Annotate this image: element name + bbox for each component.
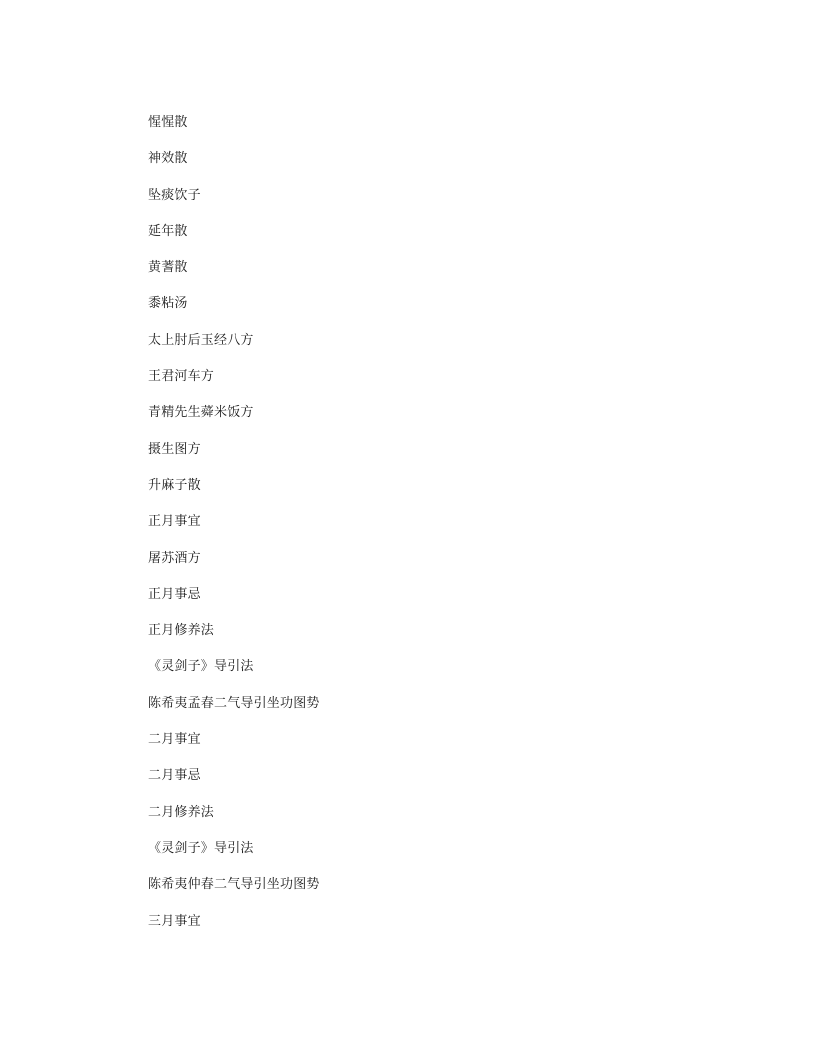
toc-item[interactable]: 延年散	[148, 223, 188, 239]
toc-item[interactable]: 神效散	[148, 151, 188, 167]
toc-item[interactable]: 正月修养法	[148, 623, 215, 639]
toc-item[interactable]: 正月事宜	[148, 514, 201, 530]
toc-item[interactable]: 二月事宜	[148, 732, 201, 748]
toc-item[interactable]: 黄蓍散	[148, 260, 188, 276]
toc-item[interactable]: 陈希夷仲春二气导引坐功图势	[148, 877, 320, 893]
toc-item[interactable]: 屠苏酒方	[148, 550, 201, 566]
toc-item[interactable]: 黍粘汤	[148, 296, 188, 312]
toc-item[interactable]: 太上肘后玉经八方	[148, 332, 254, 348]
toc-item[interactable]: 王君河车方	[148, 369, 215, 385]
toc-item[interactable]: 惺惺散	[148, 115, 188, 130]
toc-item[interactable]: 陈希夷孟春二气导引坐功图势	[148, 695, 320, 711]
toc-item[interactable]: 摄生图方	[148, 441, 201, 457]
toc-item[interactable]: 二月修养法	[148, 804, 215, 820]
toc-list	[148, 113, 320, 948]
toc-item[interactable]: 《灵剑子》导引法	[148, 840, 254, 856]
toc-item[interactable]: 青精先生蕣米饭方	[148, 405, 254, 421]
toc-item[interactable]: 《灵剑子》导引法	[148, 659, 254, 675]
toc-item[interactable]: 坠痰饮子	[148, 187, 201, 203]
toc-item[interactable]: 三月事宜	[148, 913, 201, 929]
toc-item[interactable]: 正月事忌	[148, 586, 201, 602]
toc-item[interactable]: 二月事忌	[148, 768, 201, 784]
toc-item[interactable]: 升麻子散	[148, 477, 201, 493]
